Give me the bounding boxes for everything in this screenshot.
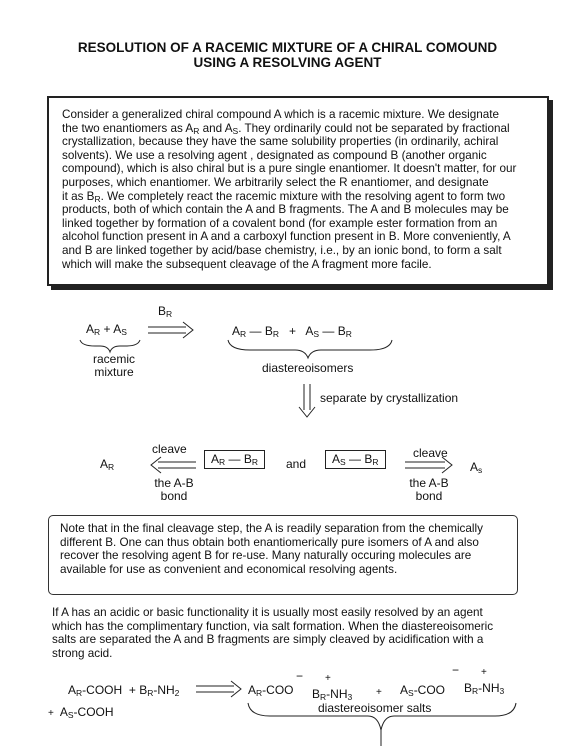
sub-3: 3	[347, 692, 353, 702]
charge-minus-2: −	[452, 663, 460, 677]
and-label: and	[286, 457, 307, 471]
intro-line: products, both of which contain the A and B fragments. The A and B molecules may be	[62, 203, 509, 217]
note-line: recover the resolving agent B for re-use. Many naturally occuring molecules are	[60, 549, 472, 563]
sub-3: 3	[499, 686, 505, 696]
acid-line: strong acid.	[52, 646, 113, 660]
B: B	[264, 324, 273, 338]
nh2: -NH	[153, 683, 175, 697]
bond-dash: —	[249, 324, 262, 338]
intro-line: compound), which is also chiral but is a pure single enantiomer. It doesn't matter, for our	[62, 162, 517, 176]
sub-S: S	[67, 710, 74, 720]
intro-line: Consider a generalized chiral compound A which is a racemic mixture. We designate	[62, 108, 499, 121]
cooh: -COOH	[82, 683, 123, 697]
salt-AS-COO	[400, 684, 445, 697]
salt-AR-COO	[248, 684, 294, 697]
sub-2: 2	[174, 688, 180, 698]
intro-line: crystallization, because they have the same solubility properties (in ordinarily, achiral	[62, 135, 499, 149]
acid-line: salts are separated the A and B fragments are simply cleaved by acidification with a	[52, 633, 484, 647]
reagent-sub: R	[166, 309, 173, 319]
intro-line: purposes, which enantiomer. We arbitrarily select the R enantiomer, and designate	[62, 175, 489, 189]
sub-R: R	[256, 688, 263, 698]
boxed-AR-BR	[204, 450, 265, 469]
A: A	[59, 705, 68, 719]
reagent-label	[158, 305, 172, 318]
charge-minus-1: −	[296, 669, 304, 683]
salt-BR-NH3-2	[464, 682, 504, 695]
sub-R: R	[272, 329, 279, 339]
A: A	[232, 324, 241, 338]
racemic-brace	[80, 340, 140, 352]
acid-paragraph	[52, 606, 552, 660]
salt-BR-NH3-1	[312, 688, 352, 701]
salt-reactant-AS	[48, 706, 114, 720]
sub-R: R	[94, 327, 101, 337]
A: A	[68, 683, 77, 697]
B: B	[364, 452, 373, 466]
note-line: Note that in the final cleavage step, the A is readily separation from the chemically	[60, 522, 483, 535]
B: B	[464, 681, 473, 695]
sub-R: R	[240, 329, 247, 339]
sub-R: R	[472, 686, 479, 696]
racemic-formula	[86, 323, 127, 336]
B: B	[243, 452, 252, 466]
sub-R: R	[372, 457, 379, 467]
boxed-AS-BR	[325, 450, 386, 469]
product-As	[470, 461, 482, 474]
bond-label-left	[148, 477, 200, 503]
B: B	[312, 687, 321, 701]
acid-line: If A has an acidic or basic functionality it is usually most easily resolved by an agent	[52, 606, 483, 619]
intro-line: linked together by formation of a covalent bond (for example ester formation from an	[62, 216, 498, 230]
bond-label-right	[403, 477, 455, 503]
bond-dash: —	[228, 452, 241, 466]
sub-S: S	[408, 688, 414, 698]
intro-line: alcohol function present in A and a carboxyl function present in B. More conveniently, A	[62, 230, 511, 244]
bond-dash: —	[322, 324, 335, 338]
cleave-label-right: cleave	[413, 446, 448, 460]
sub-R: R	[345, 329, 352, 339]
cleave-label-left: cleave	[152, 442, 187, 456]
intro-line: it as $B_R$. We completely react the racemic mixture with the resolving agent to form two	[62, 189, 506, 204]
diastereoisomers-brace	[228, 340, 392, 358]
plus: +	[289, 324, 297, 338]
reagent-B: B	[158, 304, 167, 318]
plus: +	[103, 322, 111, 336]
charge-plus-1: +	[325, 673, 331, 684]
bond-line1: the A-B	[154, 476, 194, 490]
sub-R: R	[251, 457, 258, 467]
A: A	[248, 683, 257, 697]
A: A	[86, 322, 95, 336]
intro-line: solvents). We use a resolving agent , designated as compound B (another organic	[62, 148, 487, 162]
A: A	[113, 322, 122, 336]
diastereoisomers-label: diastereoisomers	[262, 361, 354, 375]
A: A	[305, 324, 314, 338]
B: B	[337, 324, 346, 338]
A: A	[400, 683, 409, 697]
racemic-line1: racemic	[92, 352, 135, 366]
cleave-arrow-left	[151, 457, 196, 473]
sub-R: R	[76, 688, 83, 698]
bond-line1: the A-B	[409, 476, 449, 490]
title-line-1: RESOLUTION OF A RACEMIC MIXTURE OF A CHIRAL COMOUND	[77, 40, 498, 55]
nh3: -NH	[478, 681, 500, 695]
diastereomer-products	[232, 325, 352, 338]
B: B	[139, 683, 148, 697]
note-line: available for use as convenient and economical resolving agents.	[60, 562, 398, 576]
title-line-2: USING A RESOLVING AGENT	[193, 55, 382, 70]
bond-dash: —	[349, 452, 362, 466]
sub-R: R	[320, 692, 327, 702]
intro-line: which will make the subsequent cleavage of the A fragment more facile.	[62, 257, 432, 271]
note-text	[60, 522, 516, 576]
bond-line2: bond	[160, 489, 188, 503]
sub-S: S	[121, 327, 127, 337]
racemic-label	[90, 353, 138, 379]
product-AR	[100, 458, 114, 471]
A: A	[100, 457, 109, 471]
racemic-line2: mixture	[94, 365, 134, 379]
A: A	[211, 452, 220, 466]
A: A	[332, 452, 341, 466]
sub-s: s	[478, 465, 483, 475]
sub-S: S	[340, 457, 346, 467]
nh3: -NH	[326, 687, 348, 701]
plus: +	[128, 683, 136, 697]
salt-arrow	[196, 681, 241, 697]
separate-arrow	[299, 384, 315, 417]
intro-line: and B are linked together by acid/base chemistry, i.e., by an ionic bond, to form a salt	[62, 243, 502, 257]
coo: -COO	[262, 683, 294, 697]
coo: -COO	[413, 683, 446, 697]
plus: +	[48, 708, 54, 719]
A: A	[470, 460, 479, 474]
intro-line: the two enantiomers as $A_R$ and $A_S$. They ordinarily could not be separated by fractional	[62, 121, 510, 136]
plus-between-salts: +	[376, 687, 382, 698]
sub-S: S	[313, 329, 320, 339]
separate-label: separate by crystallization	[320, 391, 459, 405]
sub-R: R	[147, 688, 154, 698]
sub-R: R	[108, 462, 115, 472]
salts-label: diastereoisomer salts	[318, 701, 432, 715]
note-line: different B. One can thus obtain both enantiomerically pure isomers of A and also	[60, 535, 479, 549]
charge-plus-2: +	[481, 667, 487, 678]
salt-reactants	[68, 684, 179, 697]
cooh: -COOH	[73, 705, 114, 719]
acid-line: which has the complimentary function, via salt formation. When the diastereoisomeric	[52, 619, 494, 633]
reaction-arrow-1	[148, 322, 193, 338]
sub-R: R	[219, 457, 226, 467]
bond-line2: bond	[415, 489, 443, 503]
